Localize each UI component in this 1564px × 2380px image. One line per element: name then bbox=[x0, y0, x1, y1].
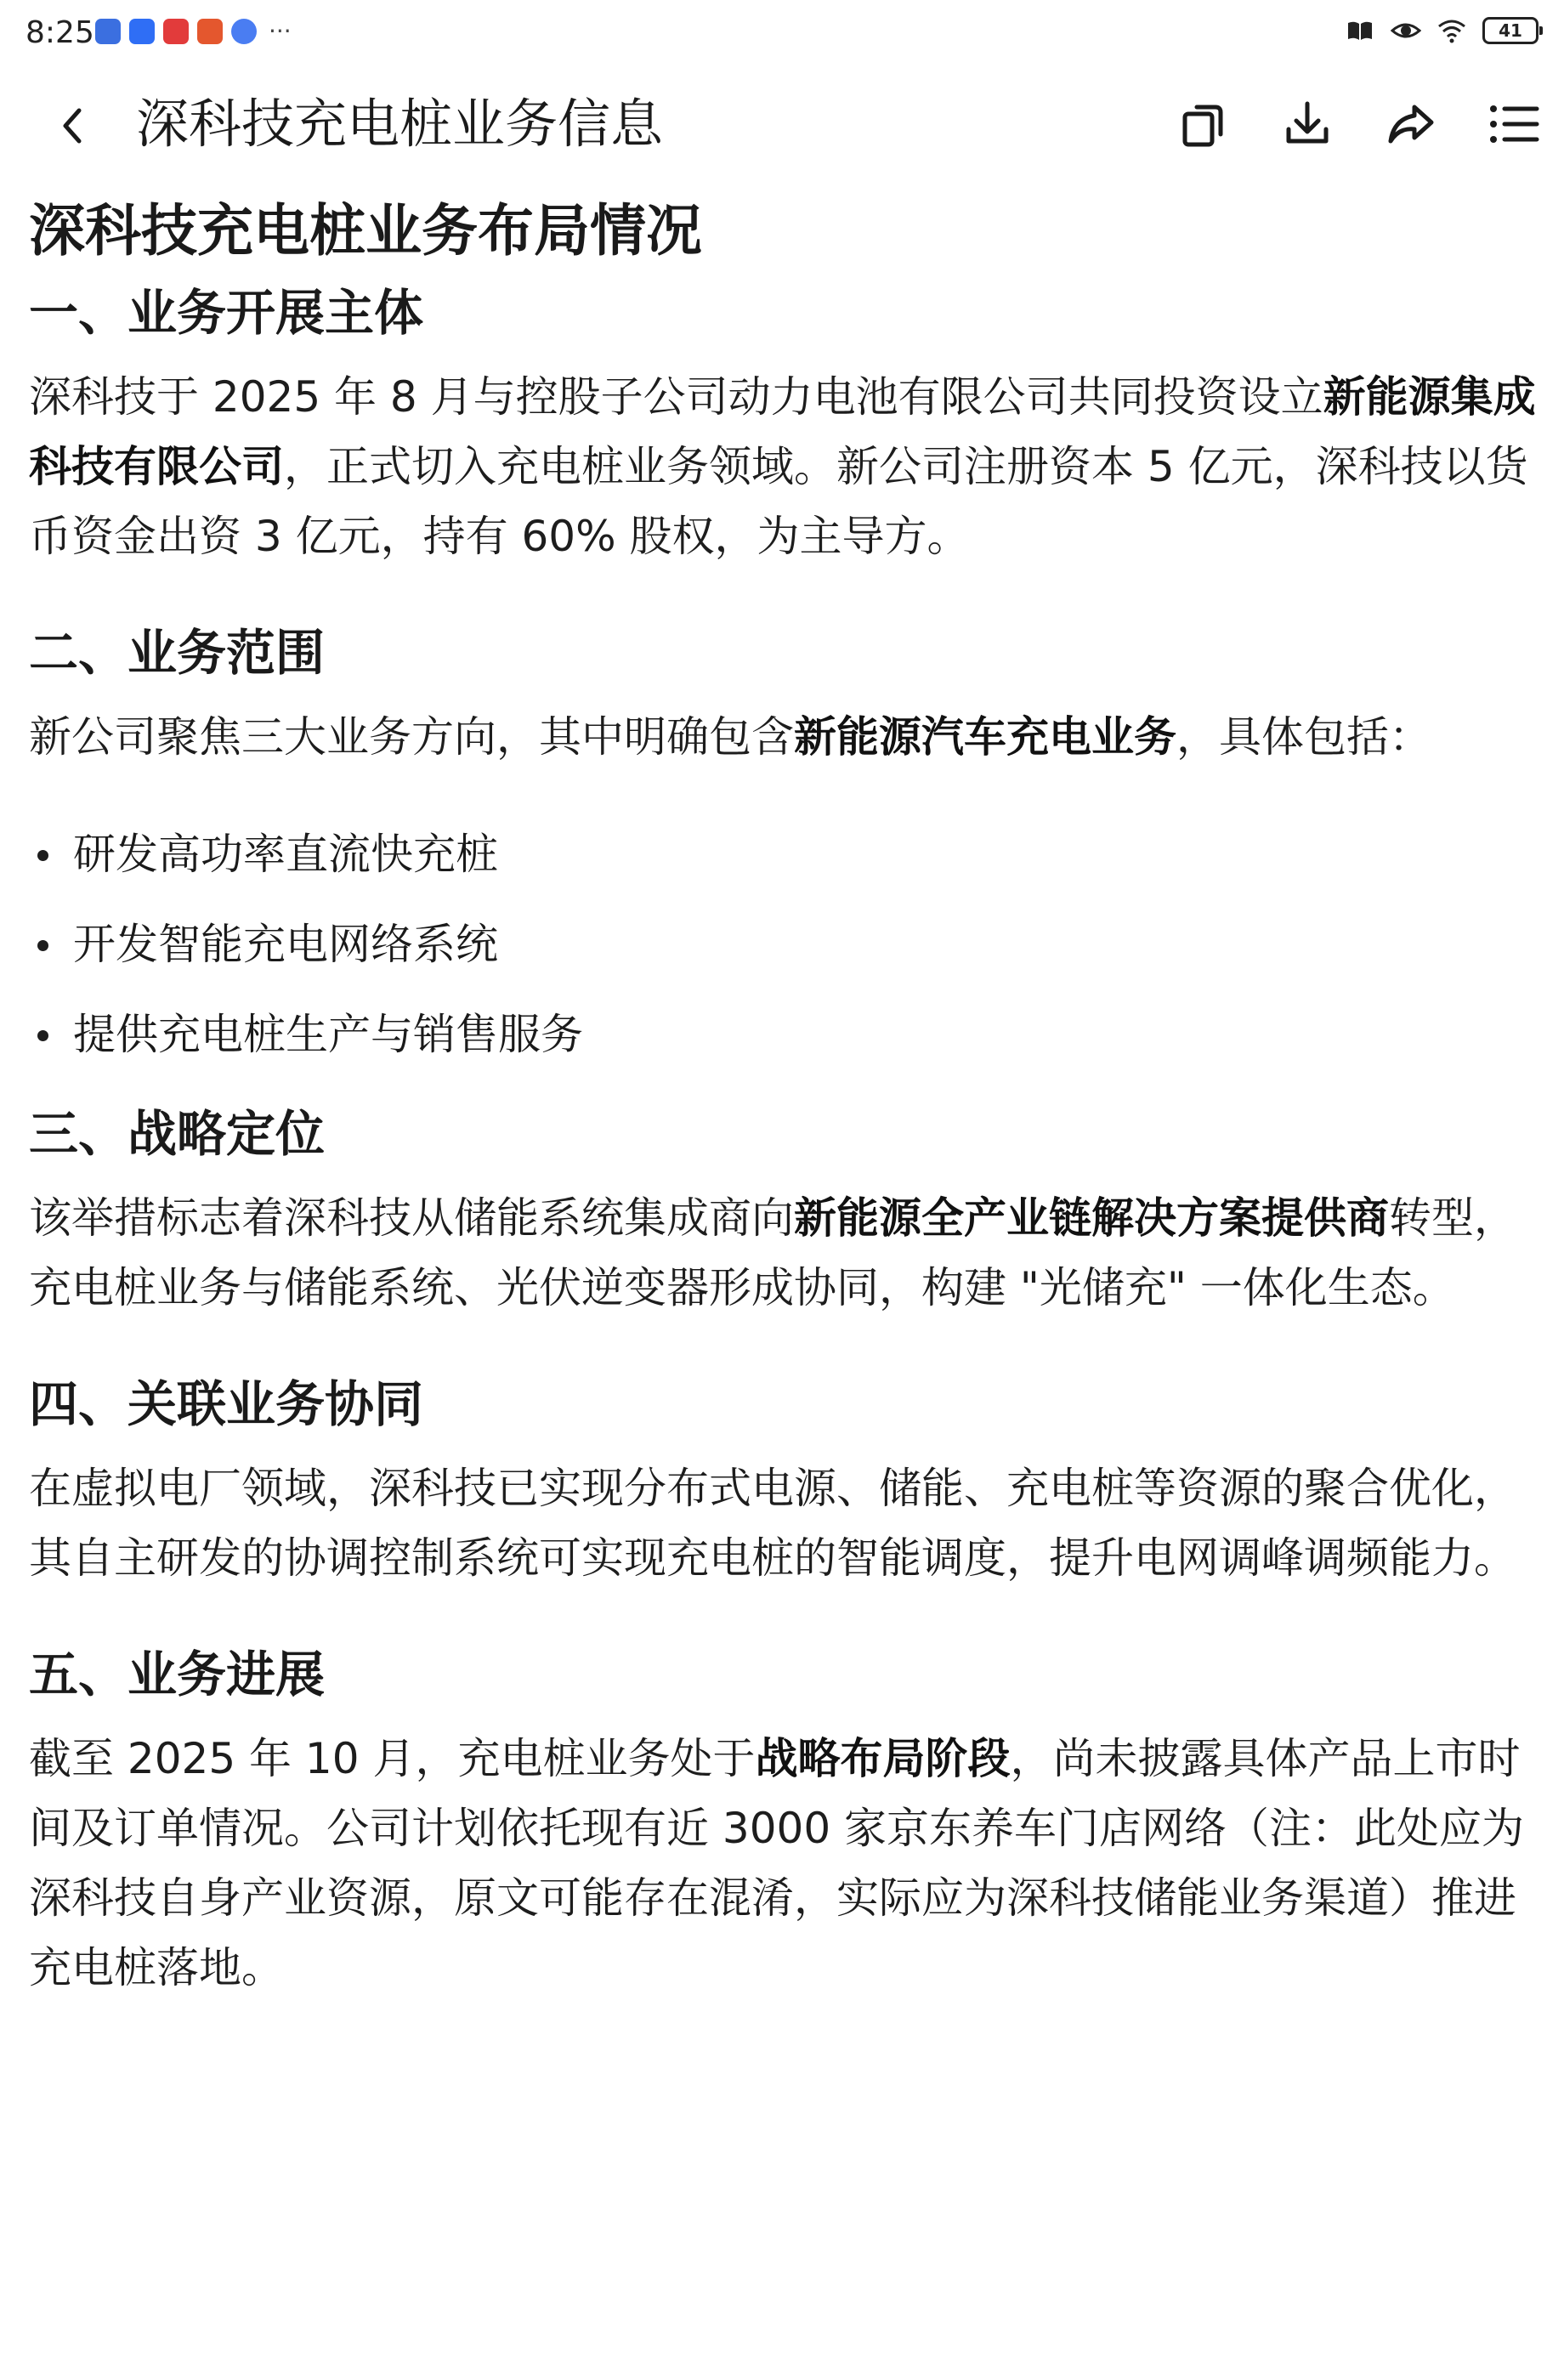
list-item: 开发智能充电网络系统 bbox=[29, 899, 1538, 989]
list-item: 提供充电桩生产与销售服务 bbox=[29, 989, 1538, 1080]
reading-mode-icon bbox=[1345, 15, 1375, 46]
download-button[interactable] bbox=[1277, 94, 1338, 155]
highlight-text: 新能源汽车充电业务 bbox=[794, 712, 1176, 762]
app-header bbox=[0, 76, 1564, 170]
video-notification-icon bbox=[197, 19, 223, 44]
share-icon bbox=[1386, 99, 1436, 150]
mail-notification-icon bbox=[129, 19, 155, 44]
section-paragraph: 深科技于 2025 年 8 月与控股子公司动力电池有限公司共同投资设立新能源集成科技有限公司，正式切入充电桩业务领域。新公司注册资本 5 亿元，深科技以货币资金出资 3 亿元，持有 60% 股权，为主导方。 bbox=[29, 372, 1536, 561]
section-business-scope bbox=[29, 619, 1538, 1080]
section-paragraph: 该举措标志着深科技从储能系统集成商向新能源全产业链解决方案提供商转型，充电桩业务与储能系统、光伏逆变器形成协同，构建 "光储充" 一体化生态。 bbox=[29, 1193, 1516, 1312]
section-heading: 四、关联业务协同 bbox=[29, 1375, 424, 1433]
status-time: 8:25 bbox=[26, 15, 94, 50]
section-business-entity bbox=[29, 279, 1538, 571]
highlight-text: 新能源集成科技有限公司 bbox=[29, 372, 1536, 491]
document-title: 深科技充电桩业务布局情况 bbox=[29, 198, 702, 264]
section-paragraph: 截至 2025 年 10 月，充电桩业务处于战略布局阶段，尚未披露具体产品上市时间及订单情况。公司计划依托现有近 3000 家京东养车门店网络（注：此处应为深科技自身产业资源，原文可能存在混淆，实际应为深科技储能业务渠道）推进充电桩落地。 bbox=[29, 1734, 1525, 1992]
more-notifications-indicator: ··· bbox=[269, 17, 292, 45]
battery-indicator: 41 bbox=[1482, 17, 1538, 44]
share-button[interactable] bbox=[1380, 94, 1442, 155]
copy-button[interactable] bbox=[1173, 94, 1234, 155]
section-heading: 五、业务进展 bbox=[29, 1646, 326, 1703]
system-status-icons bbox=[1345, 15, 1538, 46]
section-business-progress bbox=[29, 1640, 1538, 2003]
download-icon bbox=[1282, 99, 1333, 150]
business-scope-list bbox=[29, 809, 1538, 1080]
status-bar bbox=[0, 0, 1564, 68]
section-strategic-positioning bbox=[29, 1100, 1538, 1323]
copy-icon bbox=[1178, 99, 1229, 150]
highlight-text: 战略布局阶段 bbox=[755, 1734, 1011, 1783]
section-paragraph: 新公司聚焦三大业务方向，其中明确包含新能源汽车充电业务，具体包括： bbox=[29, 712, 1431, 762]
wifi-icon bbox=[1436, 15, 1467, 46]
list-item: 研发高功率直流快充桩 bbox=[29, 809, 1538, 899]
eye-comfort-icon bbox=[1391, 15, 1421, 46]
page-title: 深科技充电桩业务信息 bbox=[136, 93, 664, 155]
shop-notification-icon bbox=[163, 19, 189, 44]
menu-icon bbox=[1488, 99, 1542, 150]
highlight-text: 新能源全产业链解决方案提供商 bbox=[794, 1193, 1389, 1243]
section-heading: 二、业务范围 bbox=[29, 624, 326, 682]
section-paragraph: 在虚拟电厂领域，深科技已实现分布式电源、储能、充电桩等资源的聚合优化，其自主研发的协调控制系统可实现充电桩的智能调度，提升电网调峰调频能力。 bbox=[29, 1464, 1516, 1583]
back-button[interactable] bbox=[49, 102, 97, 150]
header-actions bbox=[1173, 94, 1545, 155]
section-heading: 三、战略定位 bbox=[29, 1105, 326, 1163]
assistant-notification-icon bbox=[231, 19, 257, 44]
section-heading: 一、业务开展主体 bbox=[29, 284, 424, 342]
notification-icons bbox=[95, 19, 292, 44]
back-icon bbox=[56, 105, 90, 146]
menu-button[interactable] bbox=[1484, 94, 1545, 155]
app-notification-icon bbox=[95, 19, 121, 44]
document-content bbox=[29, 189, 1538, 2003]
section-related-synergy bbox=[29, 1370, 1538, 1593]
